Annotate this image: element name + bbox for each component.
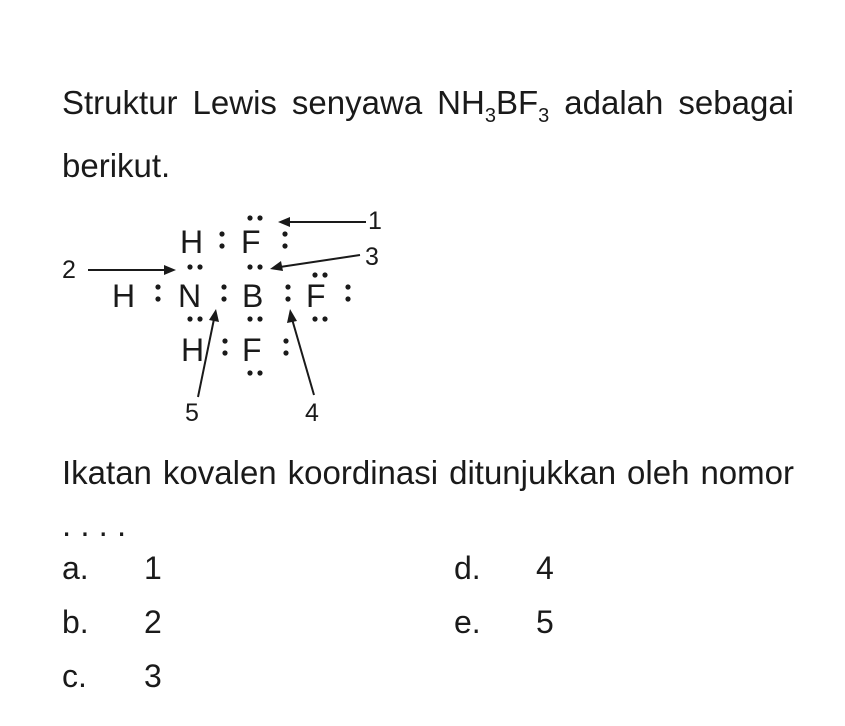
arrow-3: [270, 255, 360, 271]
answer-options: [62, 548, 662, 698]
arrow-2: [88, 265, 176, 275]
atom-h-top: H: [180, 224, 204, 260]
question-bf: BF: [495, 84, 539, 121]
lewis-structure-diagram: [40, 195, 400, 435]
arrow-1: [278, 217, 366, 227]
question-prefix: Struktur Lewis senyawa NH: [62, 84, 485, 121]
option-a[interactable]: [62, 548, 162, 588]
option-c[interactable]: [62, 656, 162, 696]
prompt-text: Ikatan kovalen koordinasi ditunjukkan oleh nomor . . . .: [62, 454, 794, 543]
label-1: 1: [368, 207, 382, 235]
option-b[interactable]: [62, 602, 162, 642]
label-3: 3: [365, 243, 379, 271]
atom-f-right: F: [306, 278, 326, 314]
option-b-value: 2: [144, 604, 162, 640]
option-a-value: 1: [144, 550, 162, 586]
option-e-letter: e.: [454, 604, 481, 640]
atom-f-bottom: F: [242, 332, 262, 368]
option-b-letter: b.: [62, 604, 89, 640]
atom-b: B: [242, 278, 264, 314]
atom-n: N: [178, 278, 202, 314]
atom-f-top: F: [241, 224, 261, 260]
question-suffix: adalah sebagai berikut.: [62, 84, 794, 184]
option-a-letter: a.: [62, 550, 89, 586]
option-e-value: 5: [536, 604, 554, 640]
option-e[interactable]: [454, 602, 554, 642]
question-text: [62, 78, 794, 191]
label-2: 2: [62, 256, 76, 284]
label-5: 5: [185, 399, 199, 427]
option-d[interactable]: [454, 548, 554, 588]
label-4: 4: [305, 399, 319, 427]
arrow-4: [287, 309, 314, 395]
option-d-letter: d.: [454, 550, 481, 586]
option-c-letter: c.: [62, 658, 87, 694]
atom-h-bottom: H: [181, 332, 205, 368]
option-d-value: 4: [536, 550, 554, 586]
lewis-structure-svg: [40, 195, 400, 435]
option-c-value: 3: [144, 658, 162, 694]
atom-h-left: H: [112, 278, 136, 314]
subscript-nh3: 3: [484, 105, 496, 127]
subscript-bf3: 3: [538, 105, 550, 127]
